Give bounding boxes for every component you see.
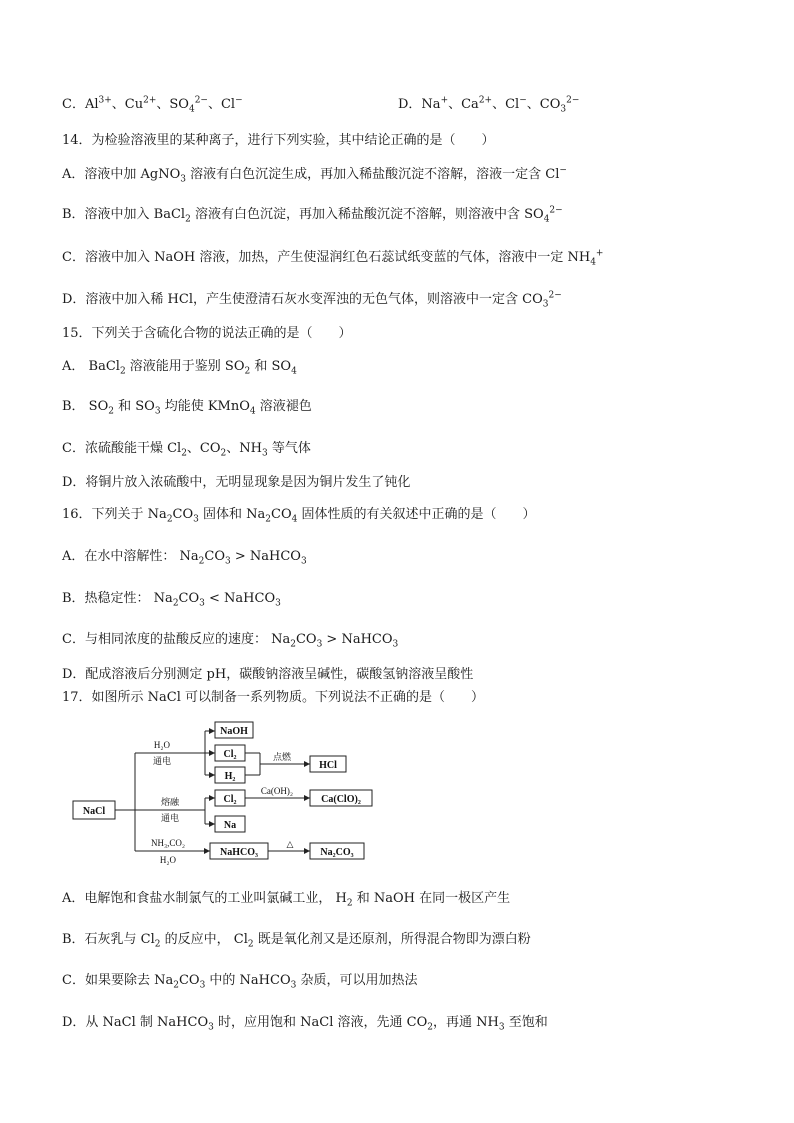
q16-option-c: C．与相同浓度的盐酸反应的速度： $Na_2CO_3$ > NaHCO$_3$ bbox=[62, 632, 399, 650]
cond3-top: NH₃,CO₂ bbox=[150, 838, 186, 848]
q13-option-c: C．$Al^{3+}$、$Cu^{2+}$、$SO_4^{2-}$、Cl− bbox=[62, 95, 243, 115]
q15-option-c: C．浓硫酸能干燥 $Cl_2$、$CO_2$、$NH_3$ 等气体 bbox=[62, 441, 311, 459]
heat-label: △ bbox=[286, 839, 294, 849]
q16-option-d: D．配成溶液后分别测定 pH，碳酸钠溶液呈碱性，碳酸氢钠溶液呈酸性 bbox=[62, 667, 474, 682]
q17-option-c: C．如果要除去 $Na_2CO_3$ 中的 NaHCO$_3$ 杂质，可以用加热法 bbox=[62, 973, 418, 991]
q17-stem: 17．如图所示 NaCl 可以制备一系列物质。下列说法不正确的是（ ） bbox=[62, 690, 485, 705]
q16-stem: 16．下列关于 $Na_2CO_3$ 固体和 $Na_2CO_4$ 固体性质的有关叙述中正确的是（ ） bbox=[62, 507, 536, 525]
hcl-label: HCl bbox=[319, 760, 337, 771]
q15-option-b: B． $SO_2$ 和 $SO_3$ 均能使 KMnO$_4$ 溶液褪色 bbox=[62, 399, 312, 417]
q14-option-c: C．溶液中加入 NaOH 溶液，加热，产生使湿润红色石蕊试纸变蓝的气体，溶液中一定 $NH_4^+$ bbox=[62, 248, 604, 268]
q15-stem: 15．下列关于含硫化合物的说法正确的是（ ） bbox=[62, 326, 352, 341]
cond1-top: H₂O bbox=[153, 740, 171, 750]
nacl-label: NaCl bbox=[82, 806, 106, 817]
ignite-label: 点燃 bbox=[272, 752, 292, 762]
h2-label: H₂ bbox=[224, 771, 236, 782]
cond2-bottom: 通电 bbox=[160, 813, 180, 823]
nahco3-label: NaHCO₃ bbox=[220, 847, 258, 858]
q17-option-b: B．石灰乳与 $Cl_2$ 的反应中， $Cl_2$ 既是氧化剂又是还原剂，所得混合物即为漂白粉 bbox=[62, 932, 531, 950]
na2co3-label: Na₂CO₃ bbox=[320, 847, 354, 858]
cond2-top: 熔融 bbox=[160, 797, 180, 807]
q14-stem: 14．为检验溶液里的某种离子，进行下列实验，其中结论正确的是（ ） bbox=[62, 133, 495, 148]
q17-option-d: D．从 NaCl 制 NaHCO$_3$ 时，应用饱和 NaCl 溶液，先通 $CO_2$，再通 $NH_3$ 至饱和 bbox=[62, 1015, 548, 1033]
cl2-label-a: Cl₂ bbox=[223, 749, 237, 760]
naoh-label: NaOH bbox=[220, 726, 248, 737]
cond1-bottom: 通电 bbox=[152, 756, 172, 766]
q15-option-d: D．将铜片放入浓硫酸中，无明显现象是因为铜片发生了钝化 bbox=[62, 475, 411, 490]
q17-option-a: A．电解饱和食盐水制氯气的工业叫氯碱工业， $H_2$ 和 NaOH 在同一极区产生 bbox=[62, 891, 511, 909]
q16-option-a: A．在水中溶解性： $Na_2CO_3$ > NaHCO$_3$ bbox=[62, 549, 307, 567]
q14-option-a: A．溶液中加 AgNO$_3$ 溶液有白色沉淀生成，再加入稀盐酸沉淀不溶解，溶液一定含 Cl− bbox=[62, 165, 567, 185]
na-label: Na bbox=[223, 820, 237, 831]
caclo-label: Ca(ClO)₂ bbox=[321, 794, 361, 805]
caoh-label: Ca(OH)₂ bbox=[260, 786, 294, 796]
q15-option-a: A． BaCl$_2$ 溶液能用于鉴别 $SO_2$ 和 $SO_4$ bbox=[62, 359, 297, 377]
q14-option-d: D．溶液中加入稀 HCl，产生使澄清石灰水变浑浊的无色气体，则溶液中一定含 $CO_3^{2-}$ bbox=[62, 290, 562, 310]
cond3-bottom: H₂O bbox=[159, 855, 177, 865]
nacl-reaction-diagram bbox=[70, 718, 390, 868]
q16-option-b: B．热稳定性： $Na_2CO_3$ < NaHCO$_3$ bbox=[62, 591, 281, 609]
q14-option-b: B．溶液中加入 BaCl$_2$ 溶液有白色沉淀，再加入稀盐酸沉淀不溶解，则溶液中含 $SO_4^{2-}$ bbox=[62, 205, 563, 225]
cl2-label-b: Cl₂ bbox=[223, 794, 237, 805]
q13-option-d: D．Na+、$Ca^{2+}$、Cl−、$CO_3^{2-}$ bbox=[398, 95, 580, 115]
